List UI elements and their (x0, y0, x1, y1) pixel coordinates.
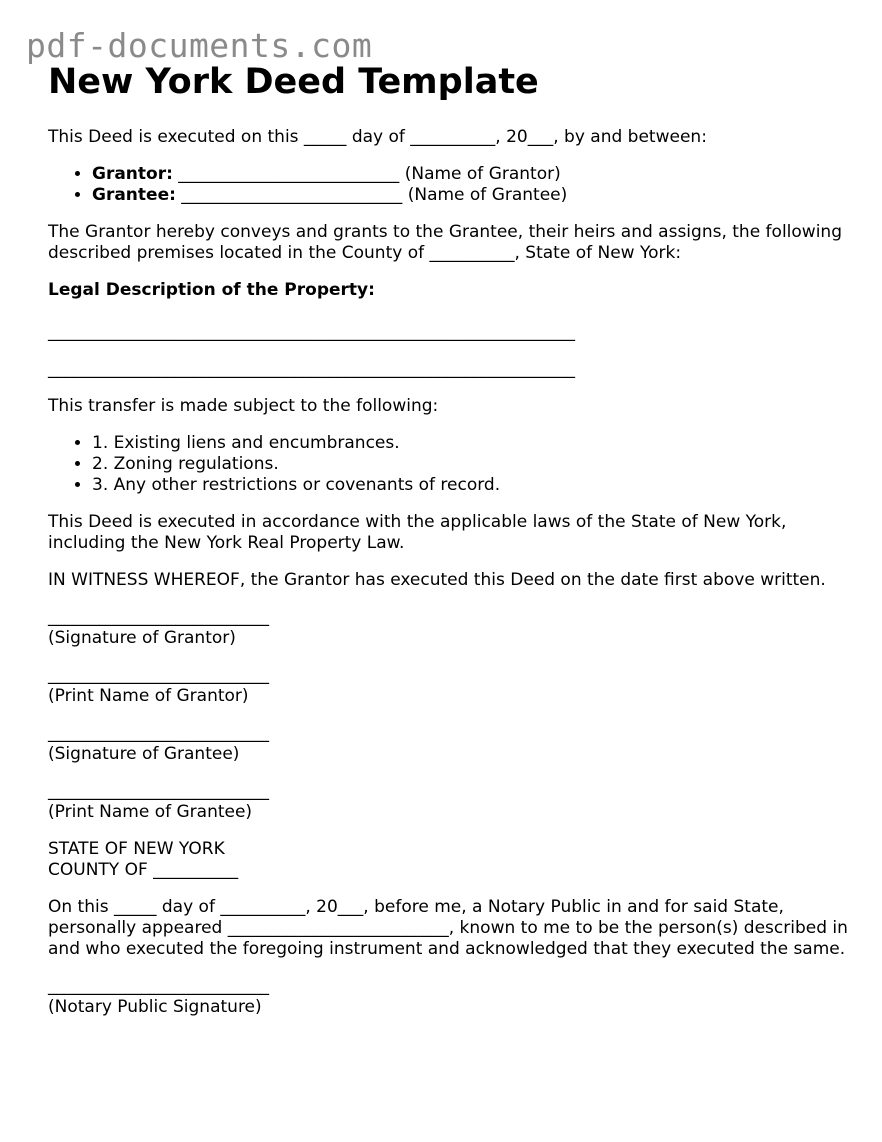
conveyance-paragraph: The Grantor hereby conveys and grants to the Grantee, their heirs and assigns, the following described premises located in the County of __________, State of New York: (48, 222, 842, 263)
signature-block-grantee (48, 723, 848, 765)
intro-paragraph: This Deed is executed on this _____ day of __________, 20___, by and between: (48, 127, 707, 147)
condition-item: • 3. Any other restrictions or covenants of record. (92, 475, 848, 496)
party-label: Grantee: (92, 185, 176, 205)
signature-caption: (Signature of Grantor) (48, 628, 236, 648)
party-item-grantee (92, 185, 848, 206)
watermark: pdf-documents.com (26, 26, 373, 65)
legal-description-line: ______________________________________________________________ (48, 322, 575, 342)
accordance-paragraph: This Deed is executed in accordance with the applicable laws of the State of New York, including the New York Real Property Law. (48, 512, 787, 553)
conditions-list (48, 433, 848, 496)
signature-caption: (Signature of Grantee) (48, 744, 240, 764)
subject-intro: This transfer is made subject to the following: (48, 396, 439, 416)
signature-line: __________________________ (48, 723, 269, 743)
state-line: STATE OF NEW YORK (48, 839, 225, 859)
county-line: COUNTY OF __________ (48, 860, 239, 880)
party-label: Grantor: (92, 164, 173, 184)
document-title: New York Deed Template (48, 62, 539, 102)
signature-line: __________________________ (48, 976, 269, 996)
legal-description-heading: Legal Description of the Property: (48, 280, 375, 300)
party-text: __________________________ (Name of Grantee) (175, 185, 568, 205)
notary-venue (48, 839, 848, 881)
signature-caption: (Notary Public Signature) (48, 997, 262, 1017)
signature-line: __________________________ (48, 607, 269, 627)
print-name-block-grantee (48, 781, 848, 823)
notary-paragraph: On this _____ day of __________, 20___, before me, a Notary Public in and for said State, personally appeared __________________________, known to me to be the person(s) described in and who executed the foregoing instrument and acknowledged that they executed the same. (48, 897, 848, 959)
signature-caption: (Print Name of Grantee) (48, 802, 253, 822)
condition-item: • 2. Zoning regulations. (92, 454, 848, 475)
legal-description-line: ______________________________________________________________ (48, 359, 575, 379)
witness-paragraph: IN WITNESS WHEREOF, the Grantor has executed this Deed on the date first above written. (48, 570, 826, 590)
signature-line: __________________________ (48, 665, 269, 685)
party-text: __________________________ (Name of Grantor) (172, 164, 561, 184)
signature-line: __________________________ (48, 781, 269, 801)
document-page (48, 60, 848, 1018)
parties-list (48, 164, 848, 206)
signature-caption: (Print Name of Grantor) (48, 686, 249, 706)
signature-block-grantor (48, 607, 848, 649)
print-name-block-grantor (48, 665, 848, 707)
condition-item: • 1. Existing liens and encumbrances. (92, 433, 848, 454)
party-item-grantor (92, 164, 848, 185)
notary-signature-block (48, 976, 848, 1018)
